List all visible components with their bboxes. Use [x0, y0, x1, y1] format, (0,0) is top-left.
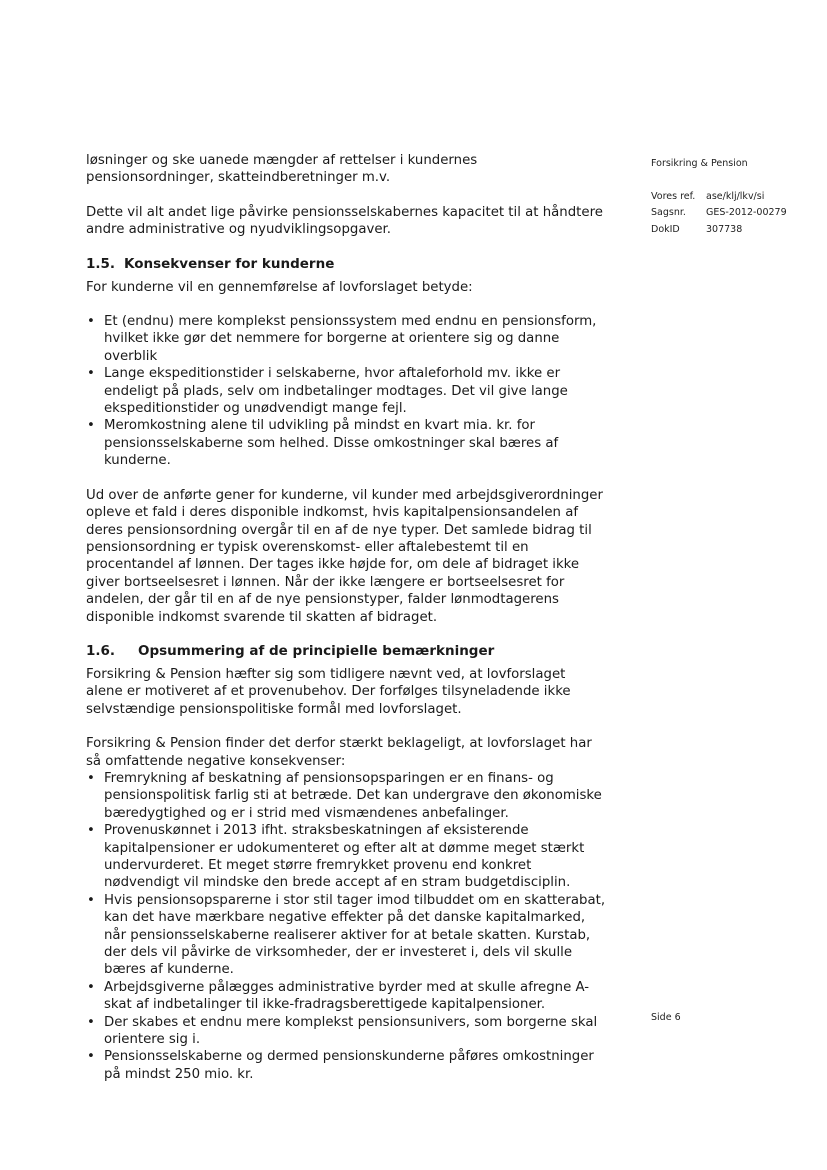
reference-row: [651, 189, 787, 206]
reference-key: Vores ref.: [651, 190, 696, 202]
document-sidebar: [651, 156, 787, 238]
list-item: • Der skabes et endnu mere komplekst pensionsunivers, som borgerne skal orientere sig i.: [86, 1014, 606, 1049]
paragraph: Ud over de anførte gener for kunderne, vil kunder med arbejdsgiverordninger opleve et fald i deres disponible indkomst, hvis kapitalpensionsandelen af deres pensionsordning overgår til en af de nye typer. Det samlede bidrag til pensionsordning er typisk overenskomst- eller aftalebestemt til en procentandel af lønnen. Der tages ikke højde for, om dele af bidraget ikke giver bortseelsesret i lønnen. Når der ikke længere er bortseelsesret for andelen, der går til en af de nye pensionstyper, falder lønmodtagerens disponible indkomst svarende til skatten af bidraget.: [86, 487, 603, 625]
doc-id-key: DokID: [651, 223, 680, 235]
list-item: • Pensionsselskaberne og dermed pensionskunderne påføres omkostninger på mindst 250 mio. kr.: [86, 1048, 606, 1083]
bullet-list: [86, 770, 606, 1083]
section-number: 1.6.: [86, 642, 116, 659]
case-number-value: GES-2012-00279: [706, 207, 787, 218]
list-item: • Arbejdsgiverne pålægges administrative byrder med at skulle afregne A-skat af indbetalinger til ikke-fradragsberettigede kapitalpensioner.: [86, 979, 606, 1014]
section-title: Opsummering af de principielle bemærkninger: [138, 642, 495, 659]
section-heading-1-6: [86, 643, 606, 660]
section-title: Konsekvenser for kunderne: [124, 255, 335, 272]
page-number: Side 6: [651, 1012, 681, 1023]
case-number-key: Sagsnr.: [651, 207, 686, 218]
section-number: 1.5.: [86, 255, 116, 272]
document-body: [86, 152, 606, 1100]
case-number-row: [651, 205, 787, 222]
doc-id-row: [651, 222, 787, 239]
bullet-list: [86, 313, 606, 470]
paragraph: Dette vil alt andet lige påvirke pensionsselskabernes kapacitet til at håndtere andre administrative og nyudviklingsopgaver.: [86, 204, 603, 238]
list-item: • Lange ekspeditionstider i selskaberne, hvor aftaleforhold mv. ikke er endeligt på plads, selv om indbetalinger modtages. Det vil give lange ekspeditionstider og unødvendigt mange fejl.: [86, 365, 606, 417]
list-item: • Fremrykning af beskatning af pensionsopsparingen er en finans- og pensionspolitisk farlig sti at betræde. Det kan undergrave den økonomiske bæredygtighed og er i strid med vismændenes anbefalinger.: [86, 770, 606, 822]
list-item: • Hvis pensionsopsparerne i stor stil tager imod tilbuddet om en skatterabat, kan det have mærkbare negative effekter på det danske kapitalmarked, når pensionsselskaberne realiserer aktiver for at betale skatten. Kurstab, der dels vil påvirke de virksomheder, der er investeret i, dels vil skulle bæres af kunderne.: [86, 892, 606, 979]
section-intro: For kunderne vil en gennemførelse af lovforslaget betyde:: [86, 279, 473, 295]
doc-id-value: 307738: [706, 223, 743, 235]
list-item: • Et (endnu) mere komplekst pensionssystem med endnu en pensionsform, hvilket ikke gør det nemmere for borgerne at orientere sig og danne overblik: [86, 313, 606, 365]
reference-value: ase/klj/lkv/si: [706, 190, 765, 202]
paragraph: løsninger og ske uanede mængder af rettelser i kundernes pensionsordninger, skatteindberetninger m.v.: [86, 153, 478, 186]
list-item: • Meromkostning alene til udvikling på mindst en kvart mia. kr. for pensionsselskaberne som helhed. Disse omkostninger skal bæres af kunderne.: [86, 417, 606, 469]
paragraph: Forsikring & Pension finder det derfor stærkt beklageligt, at lovforslaget har så omfattende negative konsekvenser:: [86, 736, 592, 769]
section-heading-1-5: [86, 256, 606, 273]
organization-name: Forsikring & Pension: [651, 158, 748, 169]
paragraph: Forsikring & Pension hæfter sig som tidligere nævnt ved, at lovforslaget alene er motiveret af et provenubehov. Der forfølges tilsyneladende ikke selvstændige pensionspolitiske formål med lovforslaget.: [86, 666, 571, 717]
list-item: • Provenuskønnet i 2013 ifht. straksbeskatningen af eksisterende kapitalpensioner er udokumenteret og efter alt at dømme meget stærkt undervurderet. Et meget større fremrykket provenu end konkret nødvendigt vil mindske den brede accept af en stram budgetdisciplin.: [86, 822, 606, 892]
